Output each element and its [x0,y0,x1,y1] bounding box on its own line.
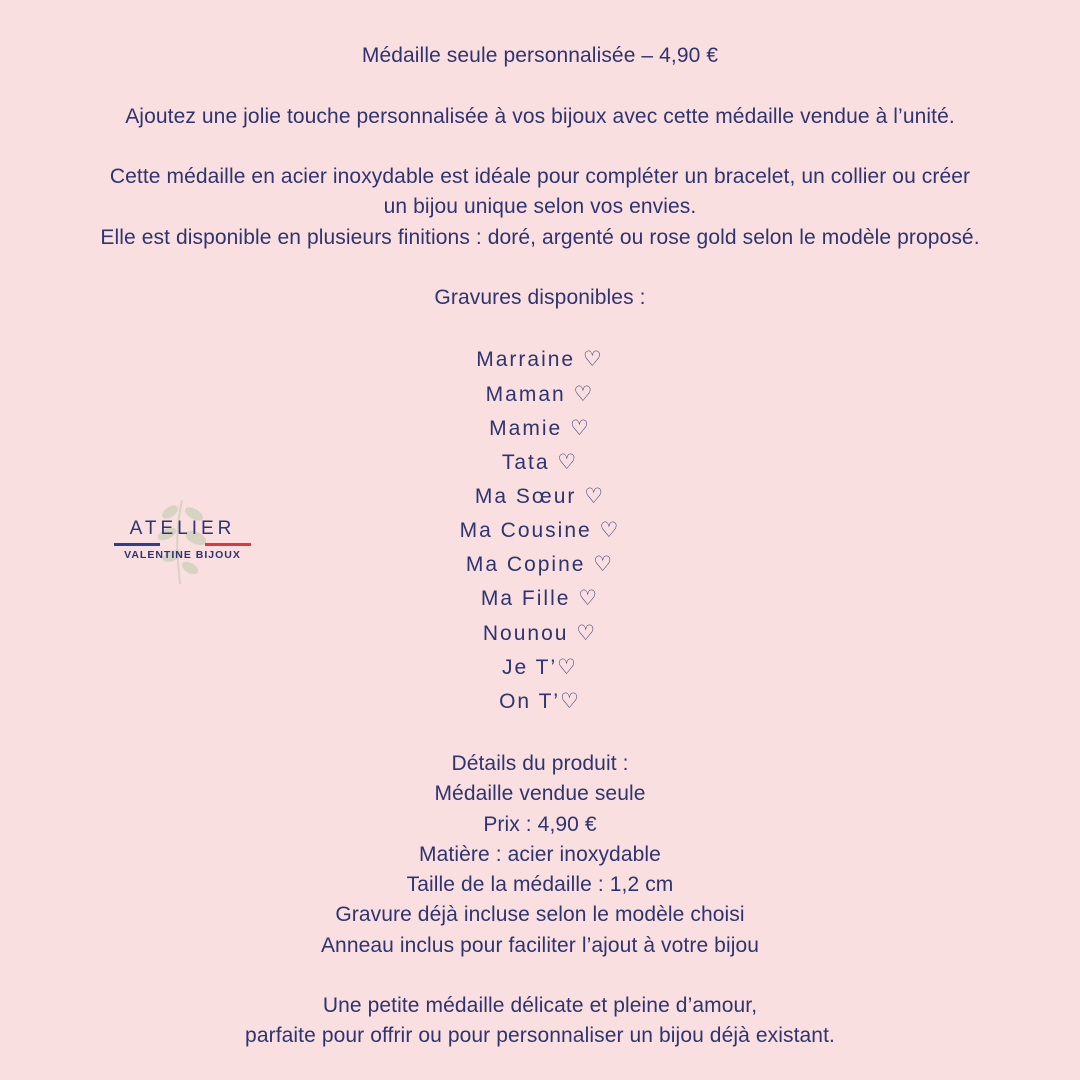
engraving-item: Nounou ♡ [482,622,598,645]
details-heading: Détails du produit : [451,752,629,775]
engraving-item: Ma Fille ♡ [480,587,600,610]
intro-line-3: Elle est disponible en plusieurs finitions : doré, argenté ou rose gold selon le modèle proposé. [100,226,980,249]
flag-red-bar [205,543,251,546]
closing-line-2: parfaite pour offrir ou pour personnaliser un bijou déjà existant. [245,1024,835,1047]
logo-title: ATELIER [129,518,236,539]
atelier-valentine-bijoux-logo [110,492,255,587]
engraving-item: Ma Sœur ♡ [474,485,606,508]
engraving-item: Ma Copine ♡ [465,553,615,576]
detail-item: Matière : acier inoxydable [419,843,661,866]
detail-item: Médaille vendue seule [434,782,646,805]
intro-line-2b: un bijou unique selon vos envies. [383,195,697,218]
closing-line-1: Une petite médaille délicate et pleine d’amour, [322,994,758,1017]
engraving-item: Ma Cousine ♡ [459,519,621,542]
detail-item: Anneau inclus pour faciliter l’ajout à votre bijou [320,934,760,957]
engraving-item: Je T’♡ [502,656,578,679]
flag-blue-bar [114,543,160,546]
intro-line-1: Ajoutez une jolie touche personnalisée à vos bijoux avec cette médaille vendue à l’unité. [125,105,955,128]
engraving-item: Tata ♡ [501,451,579,474]
logo-subtitle: VALENTINE BIJOUX [124,549,241,561]
detail-item: Taille de la médaille : 1,2 cm [406,873,674,896]
detail-item: Gravure déjà incluse selon le modèle choisi [335,903,745,926]
engraving-item: Mamie ♡ [489,417,591,440]
product-title: Médaille seule personnalisée – 4,90 € [361,44,719,67]
engraving-item: On T’♡ [499,690,581,713]
detail-item: Prix : 4,90 € [483,813,597,836]
engravings-heading: Gravures disponibles : [434,286,646,309]
engraving-item: Maman ♡ [485,383,595,406]
intro-line-2a: Cette médaille en acier inoxydable est idéale pour compléter un bracelet, un collier ou créer [109,165,971,188]
engraving-item: Marraine ♡ [476,348,604,371]
